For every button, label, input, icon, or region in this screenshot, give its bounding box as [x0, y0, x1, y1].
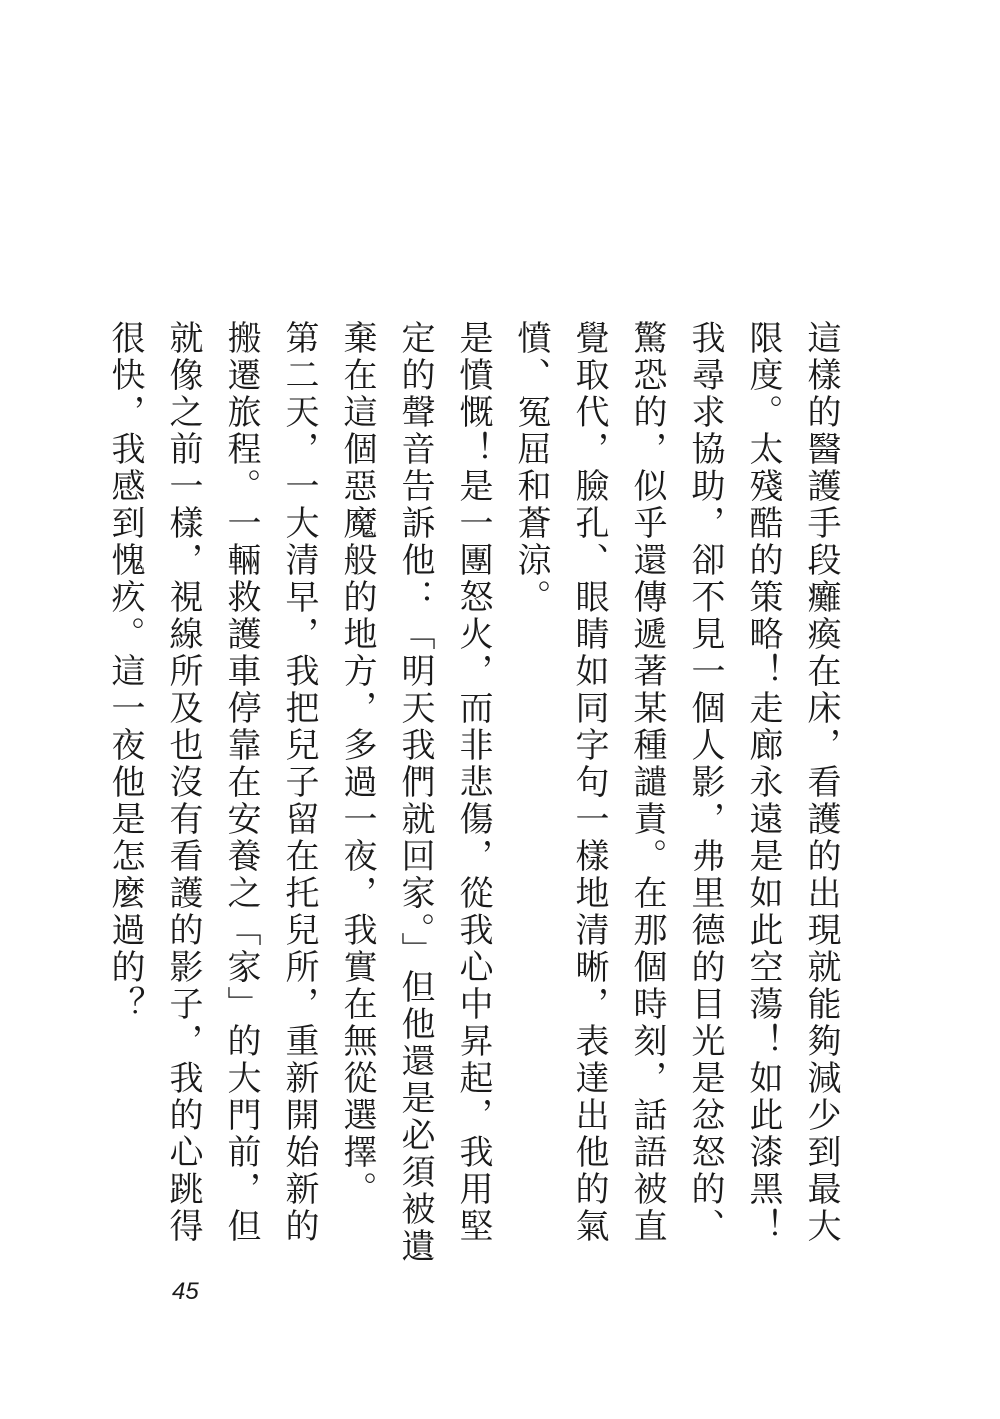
paragraph-1: 這樣的醫護手段癱瘓在床，看護的出現就能夠減少到最大限度。太殘酷的策略！走廊永遠是如此空蕩！如此漆黑！我尋求協助，卻不見一個人影，弗里德的目光是忿怒的、驚恐的，似乎還傳遞著某種譴責。在那個時刻，話語被直覺取代，臉孔、眼睛如同字句一樣地清晰，表達出他的氣憤、冤屈和蒼涼。 — [511, 320, 841, 1245]
paragraph-2: 是憤慨！是一團怒火，而非悲傷，從我心中昇起，我用堅定的聲音告訴他：「明天我們就回家。」但他還是必須被遺棄在這個惡魔般的地方，多過一夜，我實在無從選擇。 — [337, 320, 493, 1265]
paragraph-3: 第二天，一大清早，我把兒子留在托兒所，重新開始新的搬遷旅程。一輛救護車停靠在安養之「家」的大門前，但就像之前一樣，視線所及也沒有看護的影子，我的心跳得很快，我感到愧疚。這一夜他是怎麼過的？ — [105, 320, 319, 1245]
page-number: 45 — [172, 1278, 199, 1305]
vertical-text-block — [96, 320, 850, 1280]
